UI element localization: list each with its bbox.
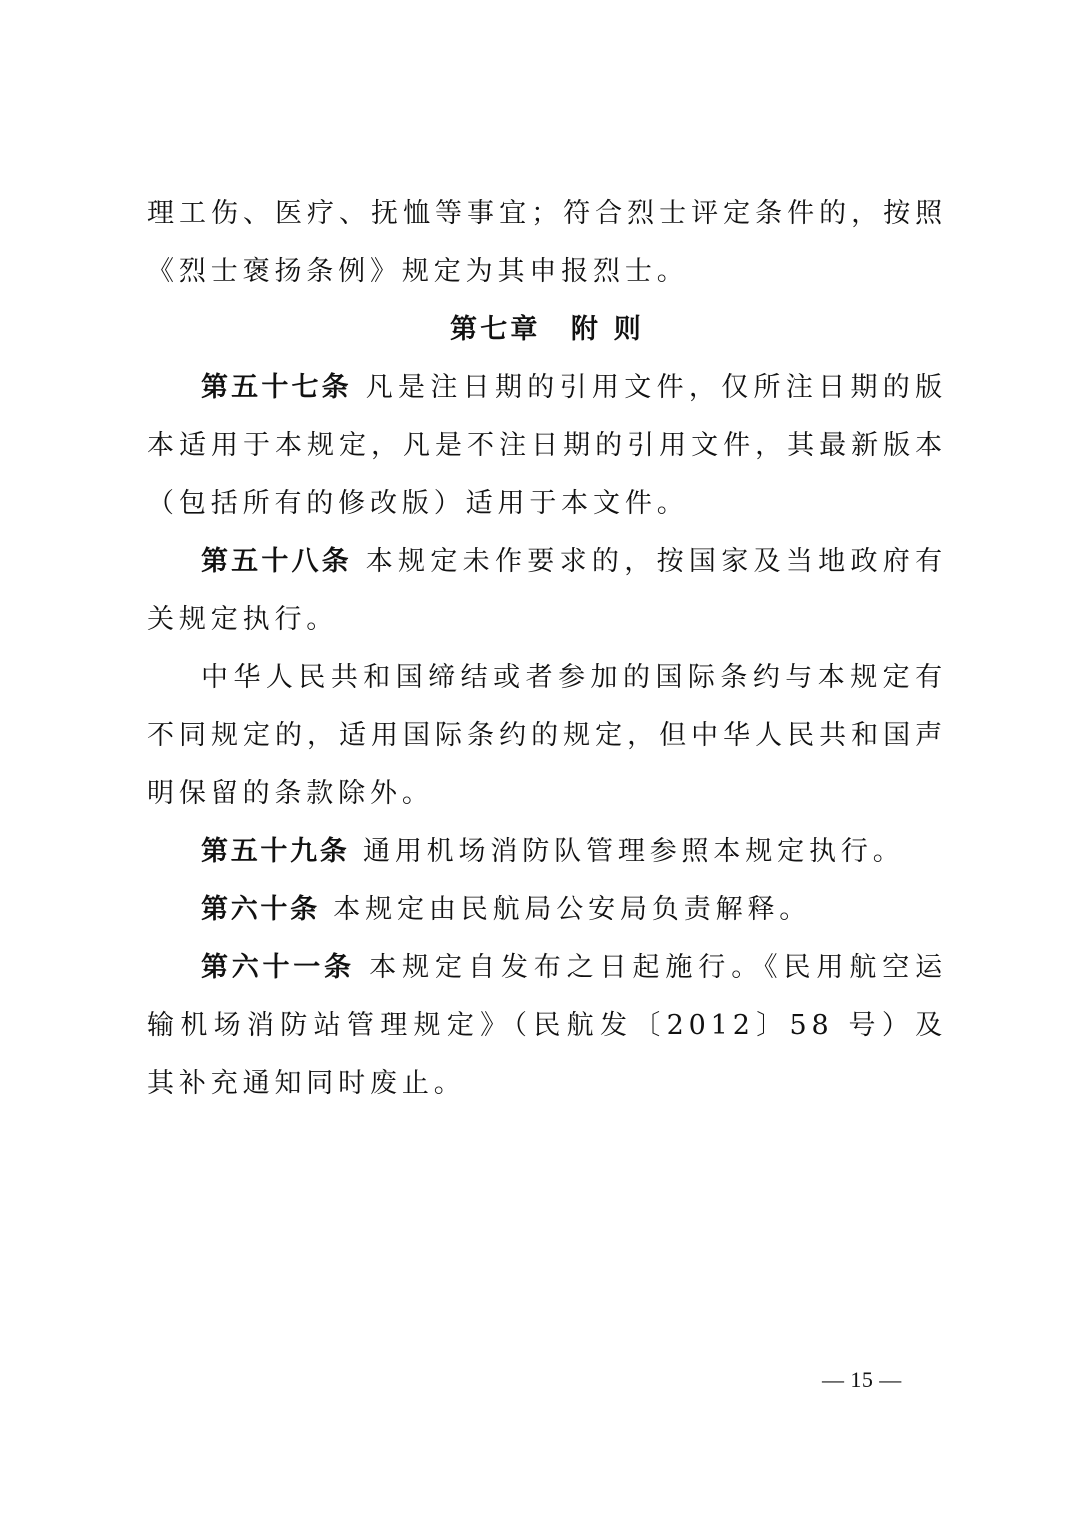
article-59: [147, 823, 947, 881]
article-text: 通用机场消防队管理参照本规定执行。: [362, 836, 905, 867]
article-label: 第五十九条: [201, 836, 350, 867]
article-label: 第五十八条: [201, 546, 352, 577]
article-label: 第六十一条: [201, 952, 355, 983]
article-58: [147, 533, 947, 649]
article-61: [147, 939, 947, 1113]
article-57: [147, 359, 947, 533]
article-text: 中华人民共和国缔结或者参加的国际条约与本规定有不同规定的，适用国际条约的规定，但中华人民共和国声明保留的条款除外。: [147, 662, 947, 809]
article-60: [147, 881, 947, 939]
article-58-paragraph-2: [147, 649, 947, 823]
continuation-paragraph: 理工伤、医疗、抚恤等事宜；符合烈士评定条件的，按照《烈士褒扬条例》规定为其申报烈士。: [147, 198, 947, 287]
chapter-title: 第七章 附 则: [449, 314, 645, 345]
document-body: [147, 185, 947, 1113]
article-text: 本规定自发布之日起施行。《民用航空运输机场消防站管理规定》（民航发〔2012〕58 号）及其补充通知同时废止。: [147, 952, 947, 1099]
page-number: — 15 —: [822, 1367, 902, 1392]
article-text: 本规定由民航局公安局负责解释。: [333, 894, 812, 925]
article-text: 本规定未作要求的，按国家及当地政府有关规定执行。: [147, 546, 947, 635]
article-label: 第六十条: [201, 894, 320, 925]
article-label: 第五十七条: [201, 372, 352, 403]
article-text: 凡是注日期的引用文件，仅所注日期的版本适用于本规定，凡是不注日期的引用文件，其最新版本（包括所有的修改版）适用于本文件。: [147, 372, 947, 519]
